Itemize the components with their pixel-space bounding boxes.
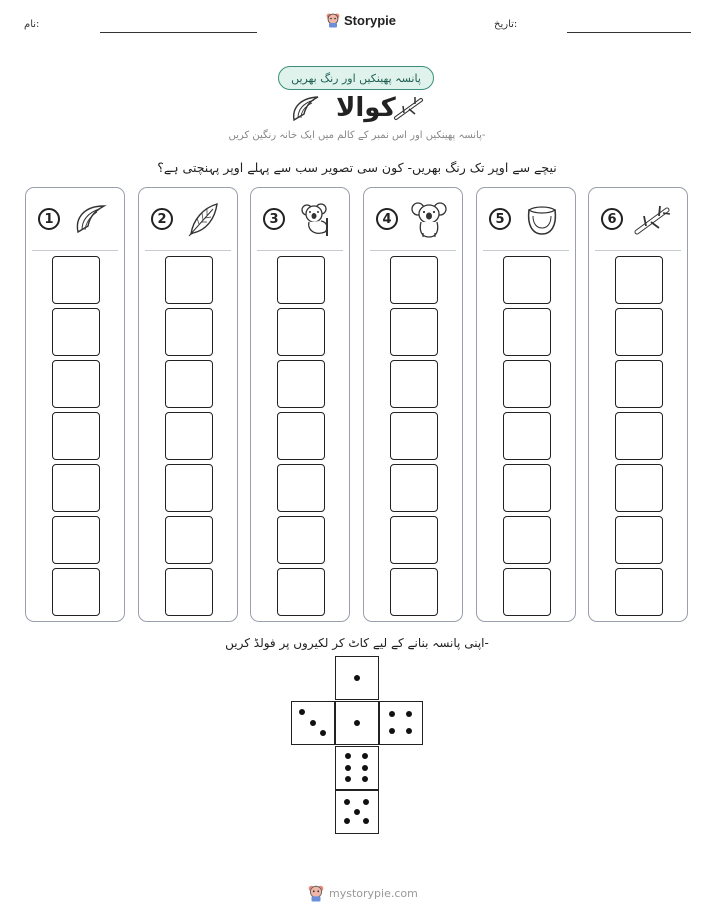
die-pip xyxy=(406,728,412,734)
grid-cell[interactable] xyxy=(165,256,213,304)
brand-name: Storypie xyxy=(344,12,397,28)
grid-cell[interactable] xyxy=(503,412,551,460)
die-pip xyxy=(299,709,305,715)
grid-cell[interactable] xyxy=(615,308,663,356)
die-pip xyxy=(362,765,368,771)
koala-sitting-icon xyxy=(410,200,448,240)
grid-cell[interactable] xyxy=(165,568,213,616)
storypie-mascot-icon xyxy=(308,884,324,902)
grid-cell[interactable] xyxy=(503,360,551,408)
column-number: 2 xyxy=(151,208,173,230)
grid-cell[interactable] xyxy=(277,308,325,356)
date-line[interactable] xyxy=(567,32,691,33)
die-pip xyxy=(344,818,350,824)
footer xyxy=(308,884,418,902)
die-pip xyxy=(362,776,368,782)
grid-cell[interactable] xyxy=(615,256,663,304)
die-pip xyxy=(344,799,350,805)
storypie-mascot-icon xyxy=(326,12,340,28)
branch-icon xyxy=(393,94,427,122)
instruction-question: نیچے سے اوپر تک رنگ بھریں- کون سی تصویر سب سے پہلے اوپر پہنچتی ہے؟ xyxy=(157,160,557,175)
name-label: نام: xyxy=(24,19,40,30)
claw-icon xyxy=(290,94,324,124)
die-face xyxy=(335,701,379,745)
die-pip xyxy=(345,776,351,782)
branch-icon xyxy=(633,200,673,238)
grid-cell[interactable] xyxy=(390,568,438,616)
column-2 xyxy=(138,187,238,622)
grid-cell[interactable] xyxy=(390,516,438,564)
activity-tag: پانسہ پھینکیں اور رنگ بھریں xyxy=(278,66,434,90)
grid-cell[interactable] xyxy=(503,516,551,564)
die-pip xyxy=(363,799,369,805)
grid-cell[interactable] xyxy=(277,568,325,616)
grid-cell[interactable] xyxy=(52,568,100,616)
grid-cell[interactable] xyxy=(615,464,663,512)
date-label: تاریخ: xyxy=(494,19,518,30)
page-title: کوالا xyxy=(336,93,396,123)
die-pip xyxy=(310,720,316,726)
grid-cell[interactable] xyxy=(390,256,438,304)
grid-cell[interactable] xyxy=(277,256,325,304)
column-3 xyxy=(250,187,350,622)
leaf-icon xyxy=(185,200,223,238)
grid-cell[interactable] xyxy=(165,360,213,408)
grid-cell[interactable] xyxy=(615,516,663,564)
die-pip xyxy=(354,675,360,681)
grid-cell[interactable] xyxy=(503,464,551,512)
column-number: 6 xyxy=(601,208,623,230)
instruction-subtitle: پانسہ پھینکیں اور اس نمبر کے کالم میں ایک خانہ رنگین کریں- xyxy=(228,130,486,141)
grid-cell[interactable] xyxy=(52,464,100,512)
column-number: 1 xyxy=(38,208,60,230)
column-5 xyxy=(476,187,576,622)
die-pip xyxy=(354,720,360,726)
grid-cell[interactable] xyxy=(165,308,213,356)
grid-cell[interactable] xyxy=(165,464,213,512)
footer-site: mystorypie.com xyxy=(329,886,418,900)
grid-cell[interactable] xyxy=(503,308,551,356)
grid-cell[interactable] xyxy=(277,516,325,564)
die-pip xyxy=(320,730,326,736)
die-pip xyxy=(389,728,395,734)
column-number: 3 xyxy=(263,208,285,230)
grid-cell[interactable] xyxy=(390,464,438,512)
pouch-icon xyxy=(523,200,561,238)
grid-cell[interactable] xyxy=(277,464,325,512)
grid-cell[interactable] xyxy=(615,360,663,408)
claw-icon xyxy=(72,200,110,238)
grid-cell[interactable] xyxy=(503,568,551,616)
grid-cell[interactable] xyxy=(52,256,100,304)
die-face xyxy=(335,790,379,834)
die-face xyxy=(335,746,379,790)
grid-cell[interactable] xyxy=(52,412,100,460)
column-number: 5 xyxy=(489,208,511,230)
die-pip xyxy=(389,711,395,717)
die-face xyxy=(379,701,423,745)
grid-cell[interactable] xyxy=(503,256,551,304)
grid-cell[interactable] xyxy=(615,412,663,460)
grid-cell[interactable] xyxy=(390,308,438,356)
grid-cell[interactable] xyxy=(52,360,100,408)
die-pip xyxy=(363,818,369,824)
die-pip xyxy=(406,711,412,717)
die-pip xyxy=(345,753,351,759)
die-face xyxy=(291,701,335,745)
grid-cell[interactable] xyxy=(165,516,213,564)
name-line[interactable] xyxy=(100,32,257,33)
koala-climbing-icon xyxy=(297,200,335,238)
grid-cell[interactable] xyxy=(52,516,100,564)
storypie-logo xyxy=(326,12,396,28)
die-face xyxy=(335,656,379,700)
grid-cell[interactable] xyxy=(615,568,663,616)
grid-cell[interactable] xyxy=(277,360,325,408)
column-number: 4 xyxy=(376,208,398,230)
grid-cell[interactable] xyxy=(390,412,438,460)
cut-instruction: اپنی پانسہ بنانے کے لیے کاٹ کر لکیروں پر فولڈ کریں- xyxy=(225,636,489,650)
grid-cell[interactable] xyxy=(52,308,100,356)
grid-cell[interactable] xyxy=(165,412,213,460)
die-pip xyxy=(354,809,360,815)
die-pip xyxy=(362,753,368,759)
column-4 xyxy=(363,187,463,622)
grid-cell[interactable] xyxy=(277,412,325,460)
column-1 xyxy=(25,187,125,622)
grid-cell[interactable] xyxy=(390,360,438,408)
die-pip xyxy=(345,765,351,771)
column-6 xyxy=(588,187,688,622)
